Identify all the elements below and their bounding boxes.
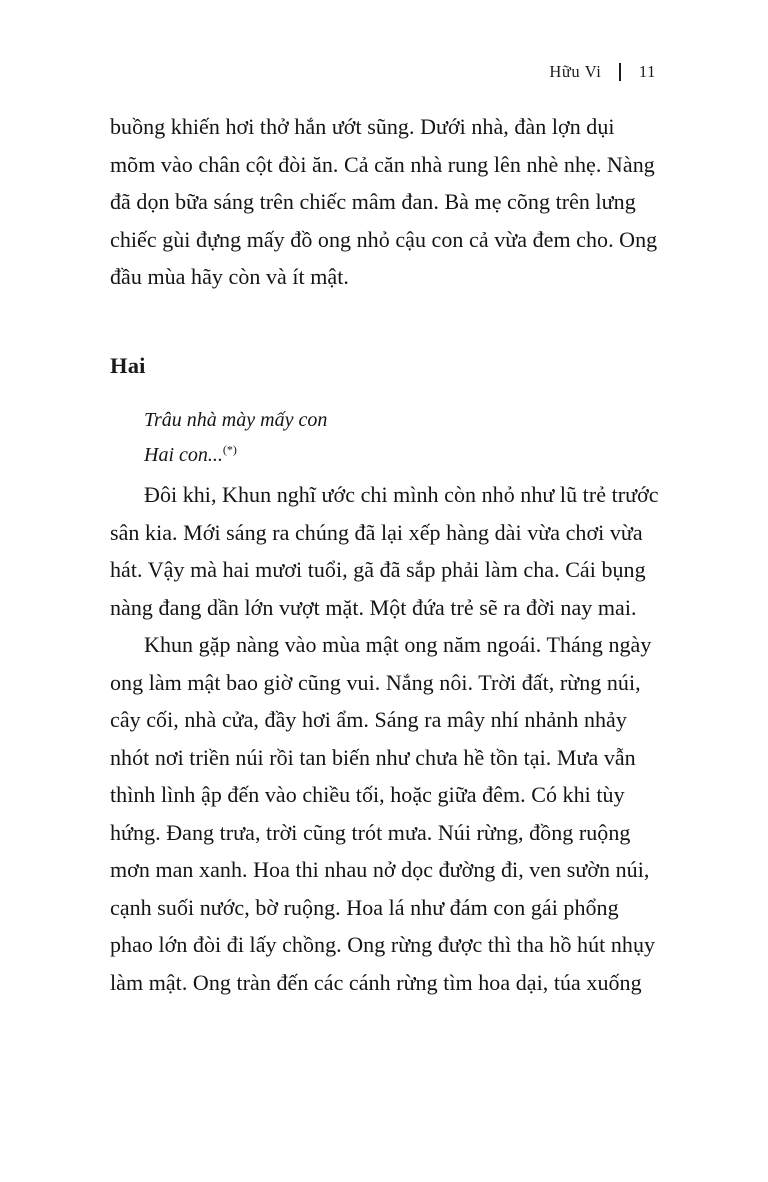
epigraph-line-2 [144, 438, 662, 473]
running-head-separator [619, 63, 621, 81]
epigraph-line-1: Trâu nhà mày mấy con [144, 409, 328, 431]
page-number: 11 [638, 62, 656, 81]
running-head-author: Hữu Vi [549, 62, 602, 81]
paragraph-continued: buồng khiến hơi thở hắn ướt sũng. Dưới nhà, đàn lợn dụi mõm vào chân cột đòi ăn. Cả căn nhà rung lên nhè nhẹ. Nàng đã dọn bữa sáng trên chiếc mâm đan. Bà mẹ cõng trên lưng chiếc gùi đựng mấy đồ ong nhỏ cậu con cả vừa đem cho. Ong đầu mùa hãy còn và ít mật. [110, 114, 658, 289]
page-body [110, 108, 662, 1001]
epigraph-line-2-text: Hai con... [144, 444, 223, 466]
epigraph [144, 403, 662, 473]
paragraph-1: Đôi khi, Khun nghĩ ước chi mình còn nhỏ như lũ trẻ trước sân kia. Mới sáng ra chúng đã lại xếp hàng dài vừa chơi vừa hát. Vậy mà hai mươi tuổi, gã đã sắp phải làm cha. Cái bụng nàng đang dần lớn vượt mặt. Một đứa trẻ sẽ ra đời nay mai. [110, 482, 659, 620]
running-head [549, 62, 656, 82]
section-title: Hai [110, 352, 146, 378]
footnote-marker: (*) [222, 442, 237, 457]
paragraph-2: Khun gặp nàng vào mùa mật ong năm ngoái. Tháng ngày ong làm mật bao giờ cũng vui. Nắng nôi. Trời đất, rừng núi, cây cối, nhà cửa, đầy hơi ẩm. Sáng ra mây nhí nhảnh nhảy nhót nơi triền núi rồi tan biến như chưa hề tồn tại. Mưa vẫn thình lình ập đến vào chiều tối, hoặc giữa đêm. Có khi tùy hứng. Đang trưa, trời cũng trót mưa. Núi rừng, đồng ruộng mơn man xanh. Hoa thi nhau nở dọc đường đi, ven sườn núi, cạnh suối nước, bờ ruộng. Hoa lá như đám con gái phổng phao lớn đòi đi lấy chồng. Ong rừng được thì tha hồ hút nhụy làm mật. Ong tràn đến các cánh rừng tìm hoa dại, túa xuống [110, 632, 656, 995]
